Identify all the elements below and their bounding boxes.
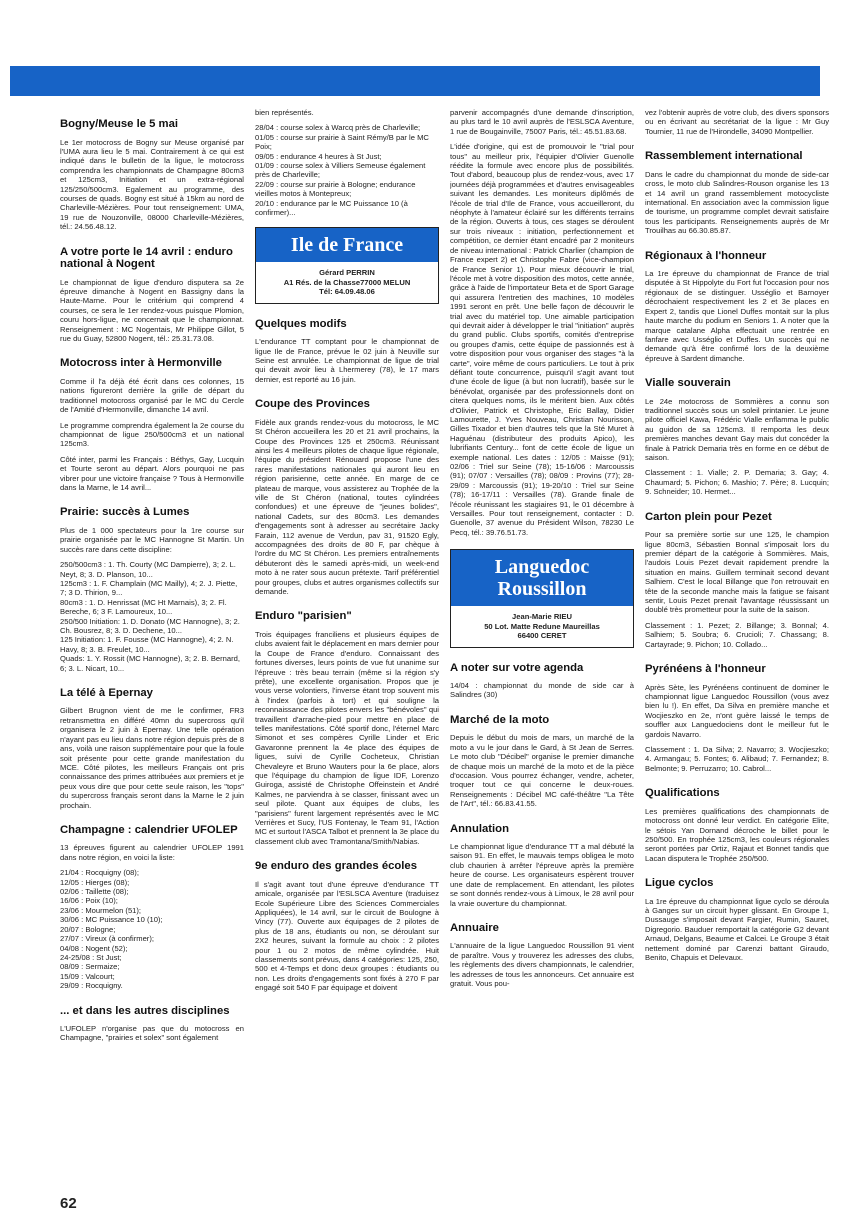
heading-epernay: La télé à Epernay — [60, 686, 153, 699]
ad-ile-de-france-address: Gérard PERRIN A1 Rés. de la Chasse77000 MELUN Tél: 64.09.48.06 — [283, 268, 411, 297]
article-epernay: Gilbert Brugnon vient de me le confirmer, FR3 retransmettra en différé 40mn du supercross qu'il organisera le 2 juin à Epernay. Une telle opération n'ayant pas eu lieu dans notre région depuis près de 8 ans, voilà une raison supplémentaire pour que la foule soit présente pour cette grande manifestation du MCE. Côté pilotes, les meilleurs Français ont pris connaissance des primes attribuées aux premiers et je peux vous dire que pour cette seule raison, les "tops" du supercross français seront dans la Marne le 2 juin prochain. — [60, 706, 244, 810]
article-enduro-parisien: Trois équipages franciliens et plusieurs équipes de clubs avaient fait le déplacement en mars dernier pour la Coupe de France d'enduro. Connaissant des fortunes diverses, leurs points de vue fut unanime sur l'épreuve : très beau terrain (même si la région s'y prête), une excellente organisation. Propos que je vous verse volontiers, l'inverse étant trop souvent mis à l'index (parfois à tort) et qui souligne la reconnaissance des pilotes envers les "bénévoles" qui travaillent d'arrache-pied pour mettre en place de telles manifestations. Côté sportif donc, l'éternel Marc Simonot et ses compères Cyrille Linder et Eric Gavaronne prennent la 4e place des équipes de ligues, suivi de Cyrille Cocheteux, Christian Chevaleyre et Bruno Wauters pour la 6e place, alors que l'équipage du champion de ligue IDF, Lorenzo Guiroga, assisté de Christophe Offeinstein et André Kalmes, ne parviendra à se classer, finissant avec un seul pilote. Quant aux équipes de clubs, les "parisiens" furent largement représentés avec le MC Verrières et Sucy, l'US Fontenay, le Team 91, l'Action MC et surtout l'ASCA Talbot et prennent la 3e place du classement club avec Tramontana/Smith/Nabias. — [255, 629, 439, 846]
article-qualifications: Les premières qualifications des championnats de motocross ont donné leur verdict. En catégorie Elite, le sétois Yan Dornand décroche le billet pour le 250/500. En trophée 125cm3, les couleurs régionales seront portées par Ortiz, Rajaut et Bonnet tandis que Lacan disputera le Trophée 250/500. — [645, 806, 829, 863]
article-hermonville-2: Le programme comprendra également la 2e course du championnat de ligue 250/500cm3 et un national 125cm3. — [60, 420, 244, 449]
heading-rassemblement: Rassemblement international — [645, 150, 803, 163]
article-lumes: Plus de 1 000 spectateurs pour la 1re course sur prairie organisée par le MC Hannogne St Martin. Un succès rare dans cette discipline: — [60, 525, 244, 554]
article-continued: parvenir accompagnés d'une demande d'inscription, au plus tard le 10 avril auprès de l'ESLSCA Aventure, 1 rue de Bougainville, 75007 Paris, tél.: 45.51.83.68. — [450, 108, 634, 136]
results-pezet: Classement : 1. Pezet; 2. Billange; 3. Bonnal; 4. Salhiem; 5. Soubra; 6. Crucioli; 7. Chassang; 8. Cartayrade; 9. Pichon; 10. Collado... — [645, 620, 829, 649]
ad-ile-de-france-title: Ile de France — [256, 228, 438, 262]
heading-qualifications: Qualifications — [645, 787, 720, 800]
heading-coupe-provinces: Coupe des Provinces — [255, 398, 370, 411]
article-nogent: Le championnat de ligue d'enduro disputera sa 2e épreuve dimanche à Nogent en Bassigny dans la Haute-Marne. Pour le critérium qui comprend 4 courses, ce sera le 1er rendez-vous puisque Plomion, couru hors-ligue, ne concernait que le championnat. Renseignement : MC Nogentais, Mr Philippe Gillot, 5 rue du Guay, 52800 Nogent, tél.: 25.31.73.08. — [60, 277, 244, 343]
heading-regionaux: Régionaux à l'honneur — [645, 249, 767, 262]
heading-grandes-ecoles: 9e enduro des grandes écoles — [255, 860, 417, 873]
heading-lumes: Prairie: succès à Lumes — [60, 506, 190, 519]
article-vialle: Le 24e motocross de Sommières a connu son traditionnel succès sous un soleil printanier. Le jeune pilote officiel Kawa, Frédéric Vialle enflamma le public au guidon de sa 125cm3. Il remporta les deux premières manches devant Gay mais dut concéder la finale à Patrick Demaria très en forme en ce début de saison. — [645, 396, 829, 463]
heading-marche: Marché de la moto — [450, 713, 550, 726]
article-continued: bien représentés. — [255, 108, 314, 117]
column-4 — [645, 108, 829, 1198]
heading-enduro-parisien: Enduro "parisien" — [255, 610, 352, 623]
calendar-ufolep: 21/04 : Rocquigny (08); 12/05 : Hierges (08); 02/06 : Taillette (08); 16/06 : Poix (10); 23/06 : Mourmelon (51); 30/06 : MC Puissance 10 (10); 20/07 : Bologne; 27/07 : Vireux (à confirmer); 04/08 : Nogent (52); 24-25/08 : St Just; 08/09 : Sermaize; 15/09 : Valcourt; 29/09 : Rocquigny. — [60, 868, 163, 991]
heading-pezet: Carton plein pour Pezet — [645, 510, 772, 523]
heading-annulation: Annulation — [450, 822, 509, 835]
article-hermonville-1: Comme il l'a déjà été écrit dans ces colonnes, 15 nations figureront derrière la grille de départ du traditionnel motocross organisé par le MC du Cercle de l'Amitié d'Hermonville, dimanche 14 avril. — [60, 376, 244, 415]
article-annuaire: L'annuaire de la ligue Languedoc Roussillon 91 vient de paraître. Vous y trouverez les adresses des clubs, les règlements des divers championnats, le calendrier, les adresses de tous les annonceurs. Cet annuaire est gratuit. Vous pou- — [450, 941, 634, 989]
article-marche: Depuis le début du mois de mars, un marché de la moto a vu le jour dans le Gard, à St Jean de Serres. Le moto club "Décibel" organise le premier dimanche de chaque mois un marché de la moto et de la pièce d'occasion. Vous pourrez échanger, vendre, acheter, troquer tout ce qui concerne le deux-roues. Renseignements : Décibel MC café-théâtre "La Tête de l'Art", tél.: 66.83.41.55. — [450, 733, 634, 809]
article-pyreneens: Après Sète, les Pyrénéens continuent de dominer le championnat ligue Languedoc Roussillon (vous avez bien lu !). En effet, Da Silva en première manche et Wocjieszko en 2e, n'ont guère laissé le temps de souffler aux Languedociens dont le meilleur fut le gardois Navarro. — [645, 682, 829, 739]
column-1 — [60, 108, 244, 1198]
article-rassemblement: Dans le cadre du championnat du monde de side-car cross, le moto club Salindres-Rouson organise les 13 et 14 avril un grand rassemblement motocycliste international. En association avec la commission ligue de tourisme, un programme complet devrait satisfaire tous les participants. Renseignements auprès de Mr Trouilhas au 66.30.85.87. — [645, 169, 829, 236]
heading-autres-disciplines: ... et dans les autres disciplines — [60, 1004, 230, 1017]
article-agenda: 14/04 : championnat du monde de side car à Salindres (30) — [450, 681, 634, 700]
heading-nogent: A votre porte le 14 avril : enduro national à Nogent — [60, 245, 233, 271]
heading-ufolep: Champagne : calendrier UFOLEP — [60, 823, 238, 836]
article-coupe-provinces: Fidèle aux grands rendez-vous du motocross, le MC St Chéron accueillera les 20 et 21 avril prochains, la Coupe des Provinces 125 et 250cm3. Réunissant ainsi les 4 meilleurs pilotes de chaque ligue régionale, l'équipe du président Rénouard propose l'une des rares manifestations nationales qui auront lieu en région parisienne, cette année. En marge de ce plateau de marque, vous assisterez au Trophée de la ville de St Chéron (national, toutes cylindrées confondues) et une épreuve de "jeunes bolides", national Cadets, sur des 80cm3. Les demandes d'engagements sont à adresser au secrétaire Jacky Farain, 112 avenue de Verdun, pav 31, 91520 Egly, accompagnées des droits de 80 F, par chèque à l'ordre du MC St Chéron. Les premiers entraînements débuteront dès le samedi après-midi, un week-end moto à ne rater sous aucun prétexte. Tarif préférentiel pour groupes, clubs et autres organismes collectifs sur demande. — [255, 417, 439, 597]
calendar-solex: 28/04 : course solex à Warcq près de Charleville; 01/05 : course sur prairie à Saint Rémy/B par le MC Poix; 09/05 : endurance 4 heures à St Just; 01/09 : course solex à Villiers Semeuse également près de Charleville; 22/09 : course sur prairie à Bologne; endurance vieilles motos à Montepreux; 20/10 : endurance par le MC Puissance 10 (à confirmer)... — [255, 123, 429, 218]
ad-ile-de-france — [255, 227, 439, 303]
ad-languedoc-title: Languedoc Roussillon — [451, 550, 633, 606]
article-ligue-cyclos: La 1re épreuve du championnat ligue cyclo se déroula à Ganges sur un circuit hyper glissant. En Groupe 1, Dussauge s'imposait devant Fargier, Rumin, Sauret, Digregorio. Bauduer remportait la catégorie G2 devant Arnaud, Delgans, Beaume et Calcei. Le Groupe 3 était nettement dominé par Carenzi battant Giraudo, Benito, Chapuis et Delevaux. — [645, 896, 829, 963]
article-grandes-ecoles: Il s'agit avant tout d'une épreuve d'endurance TT amicale, organisée par l'ESLSCA Aventure (traduisez Ecole Supérieure Libre des Sciences Commerciales Appliquées), le 14 avril, sur le circuit de Boulogne à Vincy (77). Ouverte aux équipages de 2 pilotes de plus de 18 ans, étudiants ou non, se déroulant sur 2X2 heures, suivant la formule au choix : 2 pilotes pour 1 ou 2 motos de même cylindrée. Huit classements sont prévus, dans 4 catégories: 125, 250, 500 et 4-Temps et donc deux groupes : étudiants ou non. Les droits d'engagements sont fixés à 270 F par engagé soit 540 F par équipage et doivent — [255, 879, 439, 993]
article-continued: vez l'obtenir auprès de votre club, des divers sponsors ou en écrivant au secrétariat de la ligue : Mr Guy Tournier, 11 rue de l'Hirondelle, 34090 Montpellier. — [645, 108, 829, 136]
heading-pyreneens: Pyrénéens à l'honneur — [645, 663, 766, 676]
article-annulation: Le championnat ligue d'endurance TT a mal débuté la saison 91. En effet, le mauvais temps obligea le moto club chaurien à arrêter l'épreuve après la première heure de course. Les organisateurs espèrent trouver une date de remplacement. En attendant, les pilotes se sont donnés rendez-vous à Limoux, le 28 avril pour la vraie ouverture du championnat. — [450, 842, 634, 908]
heading-hermonville: Motocross inter à Hermonville — [60, 357, 222, 370]
heading-vialle: Vialle souverain — [645, 377, 731, 390]
ad-languedoc-roussillon — [450, 549, 634, 647]
article-trial-school: L'idée d'origine, qui est de promouvoir le "trial pour tous" au meilleur prix, l'équipier d'Olivier Guenolle réédite la formule avec encore plus de possibilités. Tout d'abord, beaucoup plus de rendez-vous, avec 17 journées déjà programmées et d'autres envisageables suivant les demandes. Les moniteurs diplômés de l'école de trial d'Ile de France, vous accueilleront, du néophyte à l'amateur éclairé sur les différents terrains de la région. Ouverts à tous, ces stages se déroulent sur trois niveaux : initiation, perfectionnement et compétition, ce dernier étant encadré par 2 moniteurs de niveau international : Patrick Charlier (champion de France expert 2) et Christophe Fabre (vice-champion de France Senior 1). Pour mieux découvrir le trial, l'école met à votre disposition des motos, cette année, grâce à l'aide de l'importateur Beta et de Sport Garage qui assurera l'entretien des machines, 10 modèles 1991 seront en prêt. Une belle façon de découvrir le trial avec du matériel top. Une aimable participation qui devrait aider à développer le trial "initiation" auprès du grand public. Clubs sportifs, comités d'entreprise ou groupes d'amis, cette équipe de passionnés est à votre disposition pour vous organiser des stages "à la carte", voire même de cours particuliers. Le tout à prix défiant toute concurrence, puisqu'il s'agit avant tout d'une école de ligue (à but non lucratif), basée sur le bénévolat, organisée par des professionnels dont on citera quelques noms, ils le méritent bien. Aux côtés d'Olivier, Patrick et Christophe, Eric Ballay, Didier Lamourette, J. Yves Nouveau, Christian Nourisson, Gilles Tixador et bien d'autres tels que la Sté Muret à Haguénau (distributeur des produits Apico), les lubrifiants Century... font de cette école de ligue un exemple national. Les dates : 12/05 : Maisse (91); 02/06 : Triel sur Seine (78); 15-16/06 : Marcoussis (91); 07/07 : Versailles (78); 08/09 : Provins (77); 28-29/09 : Marcoussis (91); 19-20/10 : Triel sur Seine (78); 16-17/11 : Versailles (78). Grande finale de l'école réunissant les stagiaires 91, le 01 décembre à Versailles. Pour tout renseignement, contacter : D. Guenolle, 37 avenue du Président Wilson, 78230 Le Pecq, tél.: 39.76.51.73. — [450, 142, 634, 537]
results-pyreneens: Classement : 1. Da Silva; 2. Navarro; 3. Wocjieszko; 4. Armangau; 5. Fontes; 6. Alibaud; 7. Fernandez; 8. Belmonte; 9. Perruzarro; 10. Cabrol... — [645, 745, 829, 773]
results-lumes: 250/500cm3 : 1. Th. Courty (MC Dampierre), 3; 2. L. Neyt, 8; 3. D. Planson, 10... 125cm3 : 1. F. Champlain (MC Mailly), 4; 2. J. Piette, 7; 3 D. Thirion, 9... 80cm3 : 1. D. Henrissat (MC Ht Marnais), 3; 2. Fl. Bereche, 6; 3 F. Lamoureux, 10... 250/500 Initiation: 1. D. Donato (MC Hannogne), 3; 2. Ch. Bousrez, 8; 3. D. Dechene, 10... 125 Initiation: 1. F. Fousse (MC Hannogne), 4; 2. N. Havy, 8; 3. B. Freulet, 10... Quads: 1. Y. Rossit (MC Hannogne), 3; 2. B. Bernard, 6; 3. L. Nicart, 10... — [60, 560, 240, 673]
article-ufolep: 13 épreuves figurent au calendrier UFOLEP 1991 dans notre région, en voici la liste: — [60, 843, 244, 862]
ad-languedoc-address: Jean-Marie RIEU 50 Lot. Matte Redune Maureillas 66400 CERET — [484, 612, 600, 641]
column-3 — [450, 108, 634, 1198]
heading-ligue-cyclos: Ligue cyclos — [645, 877, 714, 890]
top-color-banner — [10, 66, 820, 96]
heading-modifs: Quelques modifs — [255, 317, 347, 330]
page-number: 62 — [60, 1195, 77, 1212]
article-hermonville-3: Côté inter, parmi les Français : Béthys, Gay, Lucquin et Tourte seront au départ. Alors pourquoi ne pas vibrer pour une victoire française ? Tous à Hermonville dans la Marne, le 14 avril... — [60, 454, 244, 492]
heading-agenda: A noter sur votre agenda — [450, 661, 584, 674]
heading-annuaire: Annuaire — [450, 921, 499, 934]
article-autres-disciplines: L'UFOLEP n'organise pas que du motocross en Champagne, "prairies et solex" sont également — [60, 1024, 244, 1043]
article-bogny: Le 1er motocross de Bogny sur Meuse organisé par l'UMA aura lieu le 5 mai. Contrairement à ce qui est indiqué dans le bulletin de la ligue, le motocross comprendra les championnats de Champagne 80cm3 et 125cm3, Initiation et un extra-régional 125/250/500cm3. Egalement au programme, des courses de quads. Bogny est situé à 15km au nord de Charleville-Mézières. Pour tout renseignement: UMA, 19 rue de Nouzonville, 08000 Charleville-Mézières, tél.: 24.56.48.12. — [60, 137, 244, 232]
column-2 — [255, 108, 439, 1198]
article-pezet: Pour sa première sortie sur une 125, le champion ligue 80cm3, Sébastien Bonnal s'imposait lors du premier départ de la catégorie à Sommières. Mais, l'audois Louis Pezet devait rapidement prendre la situation en mains. Guillem terminait second devant Salhiem. C'est le local Billange que l'on retrouvait en tête de la seconde manche mais la fatigue se faisant sentir, Louis Pezet prenait l'avantage réussissant un doublé très prometteur pour la suite de la saison. — [645, 530, 829, 615]
article-regionaux: La 1re épreuve du championnat de France de trial disputée à St Hippolyte du Fort fut l'occasion pour nos régionaux de se distinguer. Usséglio et Barnoyer décrochaient respectivement les 2 et 3e places en Expert 2, tandis que Lionel Duffes montait sur la plus haute marche du podium en Seniors 1. A noter que la marque catalane Alpha effectuait une rentrée en fanfare avec Usséglio et Duffes. Un succès qui ne demande qu'à être confirmé lors de la deuxième épreuve à Sardent dimanche. — [645, 269, 829, 363]
results-vialle: Classement : 1. Vialle; 2. P. Demaria; 3. Gay; 4. Chaumard; 5. Pichon; 6. Mashio; 7. Père; 8. Lucquin; 9. Schneider; 10. Hermet... — [645, 468, 829, 497]
article-modifs: L'endurance TT comptant pour le championnat de ligue Ile de France, prévue le 02 juin à Neuville sur Seine est annulée. Le championnat de ligue de trial qui devait avoir lieu à Lhermerey (78), le 17 mars dernier, est reporté au 16 juin. — [255, 337, 439, 384]
heading-bogny: Bogny/Meuse le 5 mai — [60, 118, 179, 130]
